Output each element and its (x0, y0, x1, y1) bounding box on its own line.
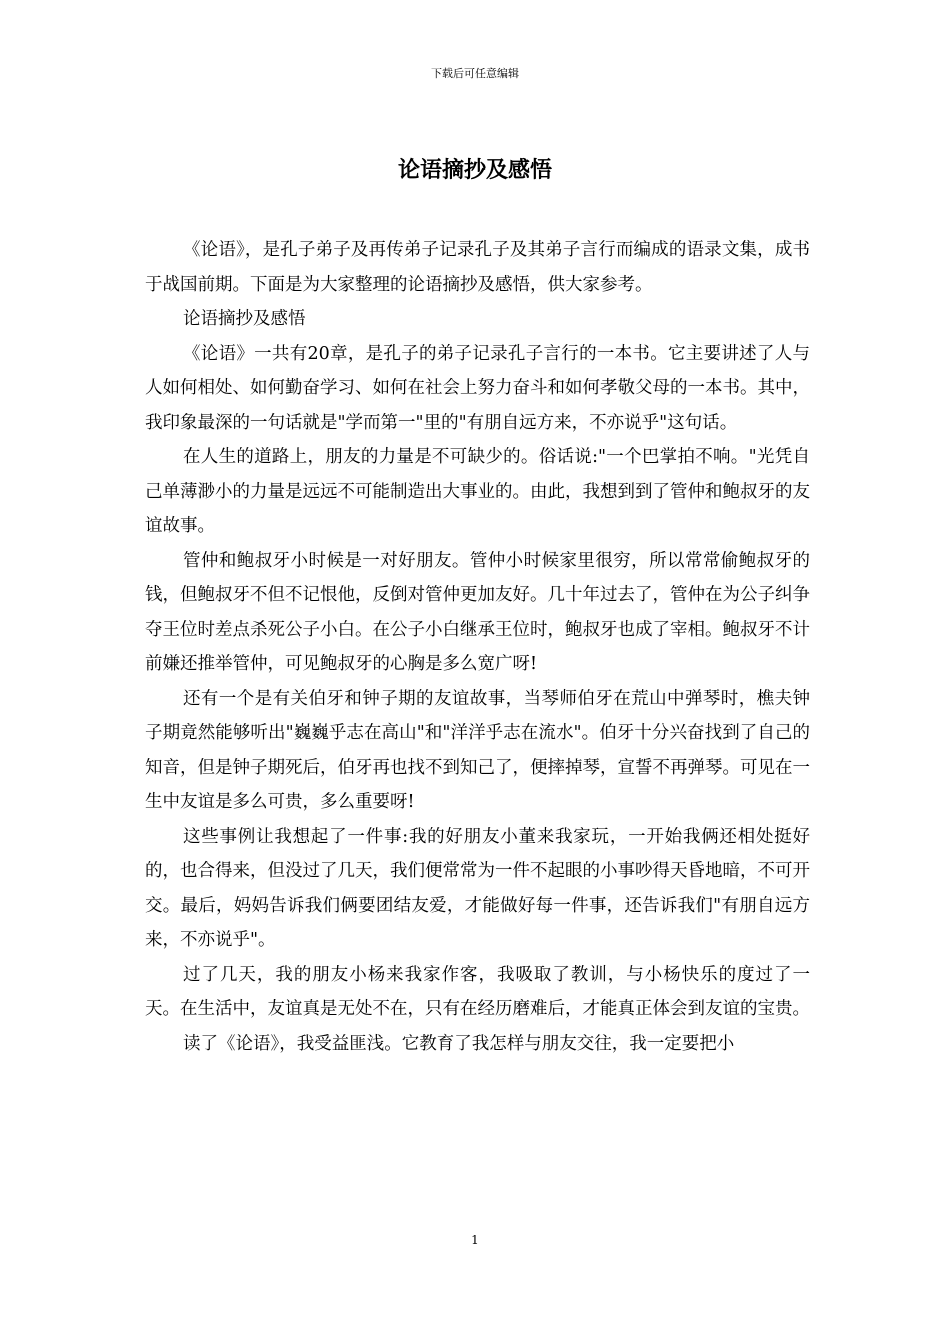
page-number: 1 (471, 1233, 479, 1247)
paragraph-personal-story: 这些事例让我想起了一件事:我的好朋友小董来我家玩，一开始我俩还相处挺好的，也合得来，但没过了几天，我们便常常为一件不起眼的小事吵得天昏地暗，不可开交。最后，妈妈告诉我们俩要团结友爱，才能做好每一件事，还告诉我们"有朋自远方来，不亦说乎"。 (145, 826, 810, 950)
document-body (145, 233, 810, 1061)
paragraph-boya-story: 还有一个是有关伯牙和钟子期的友谊故事，当琴师伯牙在荒山中弹琴时，樵夫钟子期竟然能够听出"巍巍乎志在高山"和"洋洋乎志在流水"。伯牙十分兴奋找到了自己的知音，但是钟子期死后，伯牙再也找不到知己了，便摔掉琴，宣誓不再弹琴。可见在一生中友谊是多么可贵，多么重要呀! (145, 688, 810, 812)
paragraph-intro: 《论语》，是孔子弟子及再传弟子记录孔子及其弟子言行而编成的语录文集，成书于战国前期。下面是为大家整理的论语摘抄及感悟，供大家参考。 (145, 240, 810, 295)
paragraph-conclusion: 读了《论语》，我受益匪浅。它教育了我怎样与朋友交往，我一定要把小 (183, 1033, 735, 1054)
document-title: 论语摘抄及感悟 (397, 157, 552, 183)
paragraph-friendship-power: 在人生的道路上，朋友的力量是不可缺少的。俗话说:"一个巴掌拍不响。"光凭自己单薄渺小的力量是远远不可能制造出大事业的。由此，我想到到了管仲和鲍叔牙的友谊故事。 (145, 447, 810, 536)
paragraph-lunyu-summary: 《论语》一共有20章，是孔子的弟子记录孔子言行的一本书。它主要讲述了人与人如何相处、如何勤奋学习、如何在社会上努力奋斗和如何孝敬父母的一本书。其中，我印象最深的一句话就是"学而第一"里的"有朋自远方来，不亦说乎"这句话。 (145, 343, 810, 433)
paragraph-guanzhong-story: 管仲和鲍叔牙小时候是一对好朋友。管仲小时候家里很穷，所以常常偷鲍叔牙的钱，但鲍叔牙不但不记恨他，反倒对管仲更加友好。几十年过去了，管仲在为公子纠争夺王位时差点杀死公子小白。在公子小白继承王位时，鲍叔牙也成了宰相。鲍叔牙不计前嫌还推举管仲，可见鲍叔牙的心胸是多么宽广呀! (145, 550, 810, 674)
paragraph-lesson-learned: 过了几天，我的朋友小杨来我家作客，我吸取了教训，与小杨快乐的度过了一天。在生活中，友谊真是无处不在，只有在经历磨难后，才能真正体会到友谊的宝贵。 (145, 964, 810, 1019)
page-header: 下载后可任意编辑 (431, 67, 519, 80)
paragraph-section-heading: 论语摘抄及感悟 (183, 309, 306, 329)
